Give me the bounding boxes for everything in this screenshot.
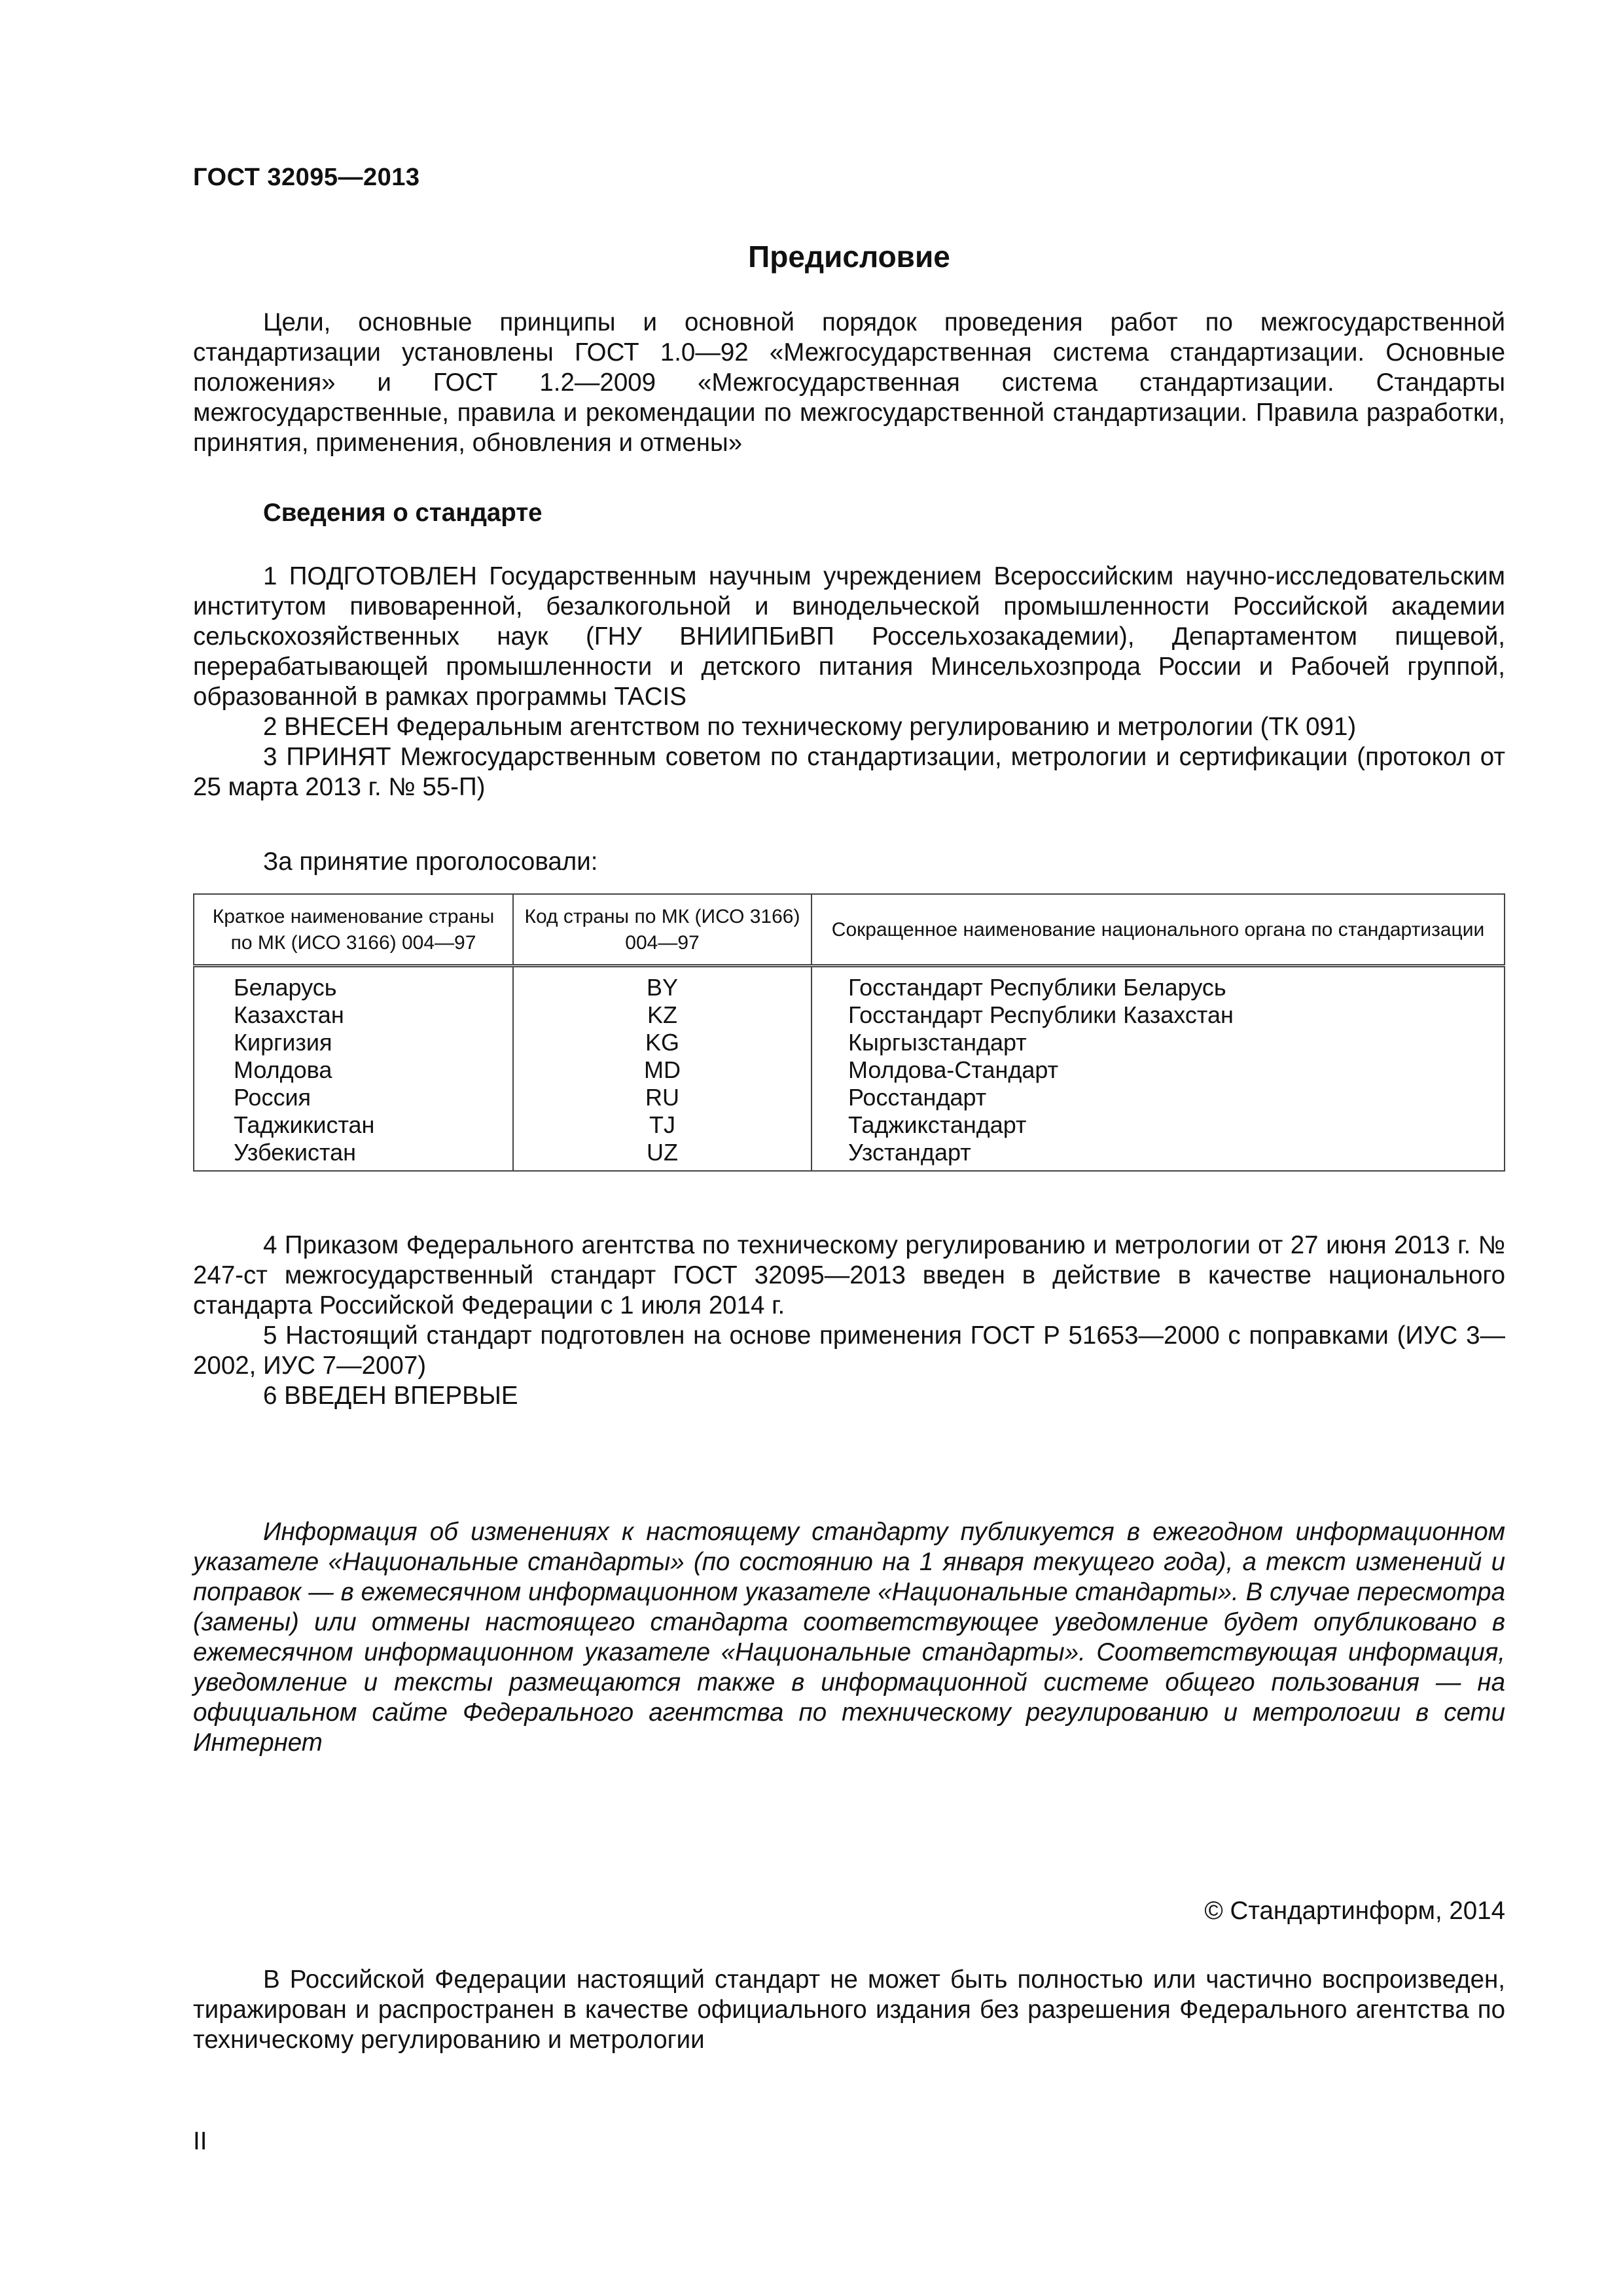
cell-country: Узбекистан [194,1139,513,1171]
header-code: Код страны по МК (ИСО 3166) 004—97 [513,894,812,966]
copyright: © Стандартинформ, 2014 [1204,1897,1505,1925]
cell-body: Госстандарт Республики Беларусь [812,966,1505,1002]
doc-code: ГОСТ 32095—2013 [193,164,420,191]
items-top [193,562,1505,802]
cell-country: Молдова [194,1056,513,1084]
header-body: Сокращенное наименование национального органа по стандартизации [812,894,1505,966]
cell-body: Таджикстандарт [812,1111,1505,1139]
cell-code: BY [513,966,812,1002]
info-heading: Сведения о стандарте [263,499,543,527]
cell-country: Россия [194,1084,513,1111]
cell-code: UZ [513,1139,812,1171]
document-page [193,0,1505,2296]
intro-paragraph: Цели, основные принципы и основной порядок проведения работ по межгосударственной стандартизации установлены ГОСТ 1.0—92 «Межгосударственная система стандартизации. Основные положения» и ГОСТ 1.2—2009 «Межгосударственная система стандартизации. Стандарты межгосударственные, правила и рекомендации по межгосударственной стандартизации. Правила разработки, принятия, применения, обновления и отмены» [193,308,1505,457]
cell-country: Таджикистан [194,1111,513,1139]
table-row [194,1084,1505,1111]
page-title: Предисловие [748,240,950,274]
cell-code: TJ [513,1111,812,1139]
cell-code: MD [513,1056,812,1084]
header-country: Краткое наименование страны по МК (ИСО 3166) 004—97 [194,894,513,966]
page-number: II [193,2127,207,2155]
cell-country: Киргизия [194,1029,513,1056]
item-basis: 5 Настоящий стандарт подготовлен на основе применения ГОСТ Р 51653—2000 с поправками (ИУС 3—2002, ИУС 7—2007) [193,1321,1505,1380]
cell-code: RU [513,1084,812,1111]
item-adopted: 3 ПРИНЯТ Межгосударственным советом по стандартизации, метрологии и сертификации (протокол от 25 марта 2013 г. № 55-П) [193,743,1505,801]
table-row [194,966,1505,1002]
cell-body: Молдова-Стандарт [812,1056,1505,1084]
cell-body: Кыргызстандарт [812,1029,1505,1056]
changes-notice: Информация об изменениях к настоящему стандарту публикуется в ежегодном информационном указателе «Национальные стандарты» (по состоянию на 1 января текущего года), а текст изменений и поправок — в ежемесячном информационном указателе «Национальные стандарты». В случае пересмотра (замены) или отмены настоящего стандарта соответствующее уведомление будет опубликовано в ежемесячном информационном указателе «Национальные стандарты». Соответствующая информация, уведомление и тексты размещаются также в информационной системе общего пользования — на официальном сайте Федерального агентства по техническому регулированию и метрологии в сети Интернет [193,1518,1505,1757]
member-states-table [193,893,1505,1172]
table-header-row [194,894,1505,966]
item-first-introduced: 6 ВВЕДЕН ВПЕРВЫЕ [263,1382,518,1410]
table-row [194,1001,1505,1029]
item-prepared: 1 ПОДГОТОВЛЕН Государственным научным учреждением Всероссийским научно-исследовательским институтом пивоваренной, безалкогольной и винодельческой промышленности Российской академии сельскохозяйственных наук (ГНУ ВНИИПБиВП Россельхозакадемии), Департаментом пищевой, перерабатывающей промышленности и детского питания Минсельхозпрода России и Рабочей группой, образованной в рамках программы TACIS [193,562,1505,711]
cell-code: KZ [513,1001,812,1029]
cell-country: Казахстан [194,1001,513,1029]
cell-body: Узстандарт [812,1139,1505,1171]
vote-label: За принятие проголосовали: [263,848,598,876]
cell-body: Росстандарт [812,1084,1505,1111]
cell-body: Госстандарт Республики Казахстан [812,1001,1505,1029]
items-bottom [193,1230,1505,1411]
cell-code: KG [513,1029,812,1056]
table-row [194,1111,1505,1139]
item-order: 4 Приказом Федерального агентства по техническому регулированию и метрологии от 27 июня 2013 г. № 247-ст межгосударственный стандарт ГОСТ 32095—2013 введен в действие в качестве национального стандарта Российской Федерации с 1 июля 2014 г. [193,1231,1505,1319]
table-row [194,1056,1505,1084]
rights-notice: В Российской Федерации настоящий стандарт не может быть полностью или частично воспроизведен, тиражирован и распространен в качестве официального издания без разрешения Федерального агентства по техническому регулированию и метрологии [193,1965,1505,2054]
table-row [194,1139,1505,1171]
item-introduced: 2 ВНЕСЕН Федеральным агентством по техническому регулированию и метрологии (ТК 091) [263,713,1357,741]
table-row [194,1029,1505,1056]
cell-country: Беларусь [194,966,513,1002]
